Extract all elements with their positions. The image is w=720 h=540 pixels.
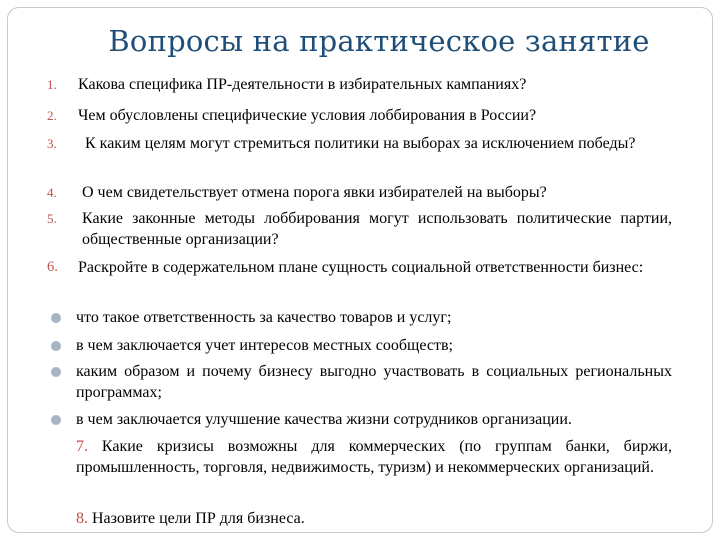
bullet-text: в чем заключается улучшение качества жизни сотрудников организации. xyxy=(76,411,572,428)
question-text: Какие кризисы возможны для коммерческих (по группам банки, биржи, промышленность, торговля, недвижимость, туризм) и некоммерческих организаций. xyxy=(76,438,672,476)
bullet-text: в чем заключается учет интересов местных сообществ; xyxy=(76,337,453,354)
slide-title: Вопросы на практическое занятие xyxy=(108,24,650,58)
question-number: 2. xyxy=(47,108,57,123)
question-number: 4. xyxy=(47,185,57,200)
question-item xyxy=(47,133,672,154)
question-item xyxy=(47,208,672,250)
question-item xyxy=(47,105,672,126)
question-text: Какова специфика ПР-деятельности в избирательных кампаниях? xyxy=(78,76,527,93)
question-number: 5. xyxy=(47,211,57,226)
question-item xyxy=(47,182,672,203)
bullet-text: что такое ответственность за качество товаров и услуг; xyxy=(76,309,452,326)
question-text: Назовите цели ПР для бизнеса. xyxy=(88,510,305,527)
bullet-marker xyxy=(51,367,61,377)
question-7 xyxy=(76,436,672,478)
bullet-text: каким образом и почему бизнесу выгодно участвовать в социальных региональных программах; xyxy=(76,363,672,401)
bullet-marker xyxy=(51,341,61,351)
question-item xyxy=(47,257,672,278)
bullet-item xyxy=(76,335,672,356)
question-number: 3. xyxy=(47,136,57,151)
question-text: Какие законные методы лоббирования могут использовать политические партии, общественные организации? xyxy=(82,210,672,248)
question-text: Чем обусловлены специфические условия лоббирования в России? xyxy=(78,107,537,124)
question-number: 8. xyxy=(76,510,88,527)
question-number: 6. xyxy=(47,259,58,275)
question-8 xyxy=(76,508,672,529)
bullet-item xyxy=(76,409,672,430)
question-item xyxy=(47,74,672,95)
question-text: Раскройте в содержательном плане сущность социальной ответственности бизнес: xyxy=(78,259,644,276)
question-text: О чем свидетельствует отмена порога явки избирателей на выборы? xyxy=(82,184,547,201)
question-number: 7. xyxy=(76,438,88,455)
question-number: 1. xyxy=(47,77,57,92)
bullet-marker xyxy=(51,313,61,323)
bullet-item xyxy=(76,361,672,403)
bullet-item xyxy=(76,307,672,328)
question-text: К каким целям могут стремиться политики на выборах за исключением победы? xyxy=(85,135,636,152)
bullet-marker xyxy=(51,415,61,425)
